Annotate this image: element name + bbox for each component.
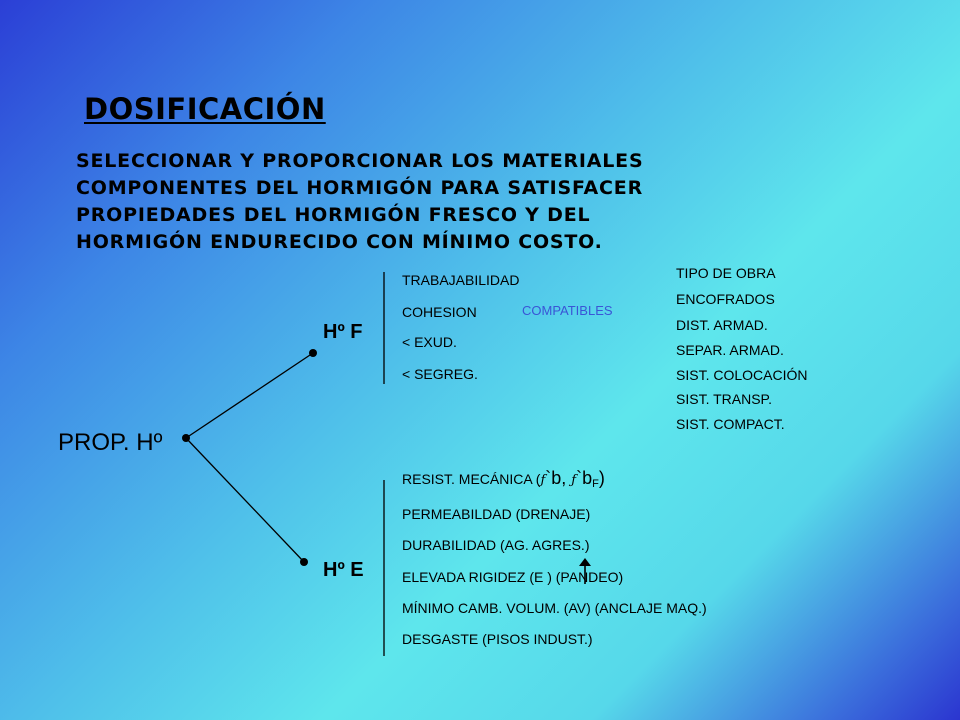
fresh-property: < SEGREG. (402, 366, 478, 382)
hardened-node-dot (300, 558, 308, 566)
factor-item: ENCOFRADOS (676, 291, 775, 307)
hardened-concrete-label: Hº E (323, 559, 364, 581)
branch-line-fresh (186, 353, 313, 438)
fresh-property: COHESION (402, 304, 477, 320)
definition-line: SELECCIONAR Y PROPORCIONAR LOS MATERIALES (76, 150, 644, 172)
hardened-property: DURABILIDAD (AG. AGRES.) (402, 537, 590, 553)
root-label: PROP. Hº (58, 429, 163, 456)
hardened-property: MÍNIMO CAMB. VOLUM. (AV) (ANCLAJE MAQ.) (402, 600, 707, 616)
fresh-property: < EXUD. (402, 334, 457, 350)
factor-item: TIPO DE OBRA (676, 265, 776, 281)
hardened-property: DESGASTE (PISOS INDUST.) (402, 631, 593, 647)
f-symbol: ƒ (571, 473, 577, 488)
root-node-dot (182, 434, 190, 442)
fresh-property: TRABAJABILIDAD (402, 272, 520, 288)
hardened-property: ELEVADA RIGIDEZ (E ) (PANDEO) (402, 569, 624, 585)
fresh-node-dot (309, 349, 317, 357)
definition-line: COMPONENTES DEL HORMIGÓN PARA SATISFACER (76, 177, 644, 199)
slide-title: DOSIFICACIÓN (84, 92, 326, 126)
close-paren: ) (598, 468, 605, 488)
definition-line: HORMIGÓN ENDURECIDO CON MÍNIMO COSTO. (76, 231, 603, 253)
fb-text: `b, (545, 468, 572, 488)
factor-item: SIST. TRANSP. (676, 391, 772, 407)
branch-line-hardened (186, 438, 304, 562)
hardened-property-resistance (402, 468, 605, 490)
factor-item: DIST. ARMAD. (676, 317, 768, 333)
hardened-property: PERMEABILDAD (DRENAJE) (402, 506, 591, 522)
definition-line: PROPIEDADES DEL HORMIGÓN FRESCO Y DEL (76, 204, 591, 226)
fresh-concrete-label: Hº F (323, 321, 363, 343)
factor-item: SEPAR. ARMAD. (676, 342, 784, 358)
fbf-text: `b (576, 468, 593, 488)
factor-item: SIST. COLOCACIÓN (676, 367, 808, 383)
factor-item: SIST. COMPACT. (676, 416, 785, 432)
compatibles-label: COMPATIBLES (522, 303, 613, 318)
f-symbol: ƒ (540, 473, 546, 488)
up-arrow-icon (579, 558, 591, 584)
subscript-f: F (592, 478, 599, 490)
resistance-text: RESIST. MECÁNICA ( (402, 471, 541, 487)
